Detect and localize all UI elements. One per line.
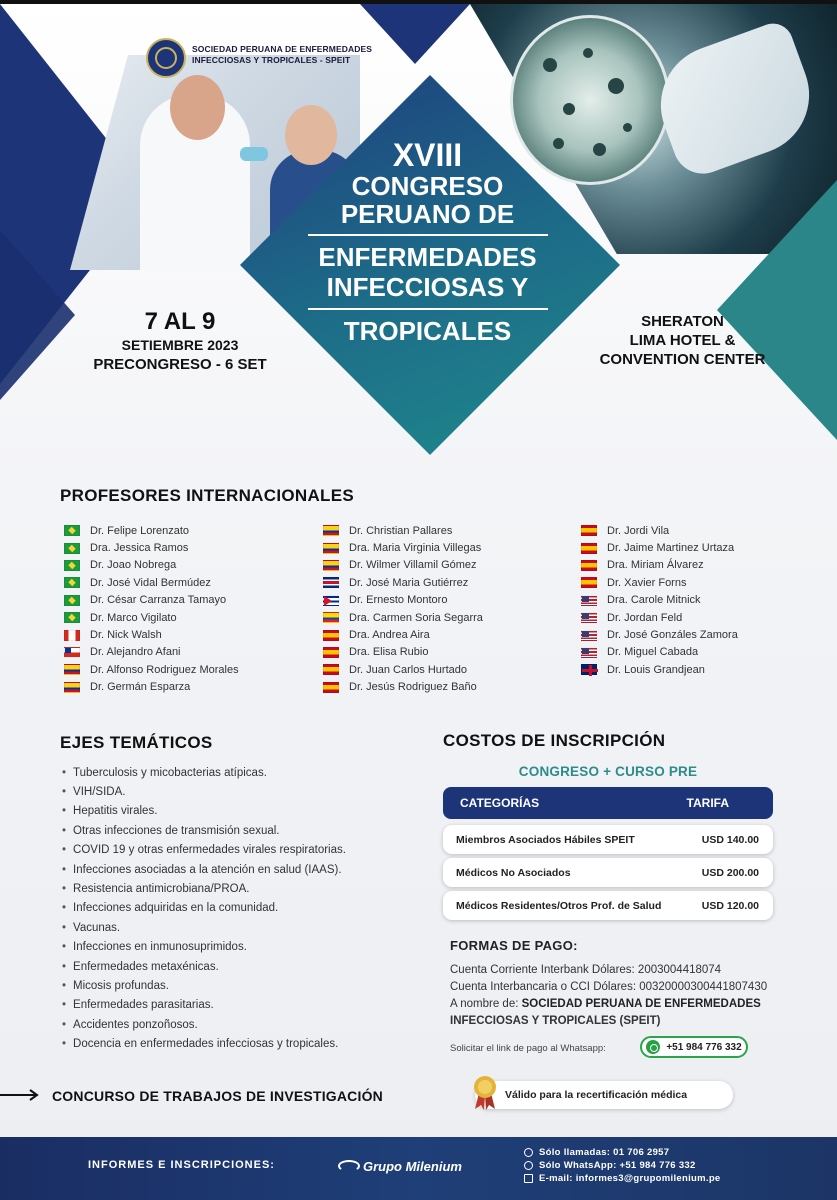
eje-item: • Tuberculosis y micobacterias atípicas. [62, 763, 346, 782]
professor-item [581, 661, 738, 678]
eje-item: • Accidentes ponzoñosos. [62, 1015, 346, 1034]
cost-category: Médicos Residentes/Otros Prof. de Salud [456, 899, 662, 912]
professor-item [64, 592, 239, 609]
face-mask [240, 147, 268, 161]
contact-email-text: E-mail: informes3@grupomilenium.pe [539, 1173, 721, 1184]
flag-us-icon [581, 595, 597, 606]
professor-item [581, 609, 738, 626]
professor-item [581, 539, 738, 556]
professor-item [581, 574, 738, 591]
professor-name: Dr. Juan Carlos Hurtado [349, 663, 467, 676]
professor-name: Dr. Marco Vigilato [90, 611, 177, 624]
whatsapp-icon [524, 1161, 533, 1170]
professor-name: Dr. Alejandro Afani [90, 646, 181, 659]
footer-label: INFORMES E INSCRIPCIONES: [88, 1159, 275, 1171]
flag-es-icon [323, 630, 339, 641]
medal-icon [472, 1075, 498, 1111]
professor-item [323, 592, 483, 609]
eje-item: • COVID 19 y otras enfermedades virales respiratorias. [62, 841, 346, 860]
venue-line-3: CONVENTION CENTER [599, 351, 766, 368]
professor-item [64, 679, 239, 696]
professor-name: Dr. César Carranza Tamayo [90, 594, 227, 607]
professor-item [581, 592, 738, 609]
professor-name: Dr. Joao Nobrega [90, 559, 177, 572]
eje-item: • Micosis profundas. [62, 976, 346, 995]
whatsapp-button[interactable] [640, 1036, 748, 1058]
eje-item: • Enfermedades metaxénicas. [62, 957, 346, 976]
costs-title: COSTOS DE INSCRIPCIÓN [443, 731, 666, 750]
mail-icon [524, 1174, 533, 1183]
cost-category: Miembros Asociados Hábiles SPEIT [456, 833, 635, 846]
cost-rate: USD 200.00 [701, 866, 759, 879]
costs-header-rate: TARIFA [686, 796, 729, 810]
costs-subtitle: CONGRESO + CURSO PRE [518, 764, 698, 779]
professor-item [64, 609, 239, 626]
professor-name: Dr. Christian Pallares [349, 524, 453, 537]
flag-us-icon [581, 612, 597, 623]
payment-account: Cuenta Corriente Interbank Dólares: 2003004418074 [450, 964, 722, 976]
eje-item: • Hepatitis virales. [62, 802, 346, 821]
contact-whatsapp-text: Sólo WhatsApp: +51 984 776 332 [539, 1160, 696, 1171]
cost-category: Médicos No Asociados [456, 866, 571, 879]
venue-line-2: LIMA HOTEL & [629, 332, 736, 349]
flag-cr-icon [323, 577, 339, 588]
title-edition: XVIII [392, 137, 463, 173]
whatsapp-icon [524, 1148, 533, 1157]
title-line-3: ENFERMEDADES [318, 242, 537, 272]
cost-rate: USD 140.00 [701, 833, 759, 846]
professors-title: PROFESORES INTERNACIONALES [60, 486, 354, 505]
precongress-date: PRECONGRESO - 6 SET [93, 356, 267, 373]
event-dates [80, 308, 280, 376]
flag-br-icon [64, 612, 80, 623]
cost-row [443, 825, 773, 854]
flag-br-icon [64, 525, 80, 536]
eje-item: • Docencia en enfermedades infecciosas y tropicales. [62, 1034, 346, 1053]
professor-name: Dr. Jordan Feld [607, 611, 683, 624]
title-line-4: INFECCIOSAS Y [326, 272, 529, 302]
top-navy-triangle [360, 4, 470, 64]
professor-item [581, 626, 738, 643]
whatsapp-number: +51 984 776 332 [666, 1041, 742, 1053]
title-line-5: TROPICALES [343, 316, 512, 346]
contact-phone[interactable] [524, 1146, 721, 1159]
professor-name: Dr. José Maria Gutiérrez [349, 576, 469, 589]
professor-item [581, 522, 738, 539]
professors-column-2 [323, 522, 483, 696]
flag-cl-icon [64, 647, 80, 658]
title-divider [308, 308, 548, 310]
top-border [0, 0, 837, 4]
eje-item: • Resistencia antimicrobiana/PROA. [62, 879, 346, 898]
professor-name: Dr. Jesús Rodriguez Baño [349, 681, 477, 694]
professor-name: Dra. Elisa Rubio [349, 646, 429, 659]
eje-item: • Infecciones adquiridas en la comunidad. [62, 899, 346, 918]
venue-line-1: SHERATON [641, 313, 724, 330]
professor-item [581, 644, 738, 661]
professor-name: Dr. Louis Grandjean [607, 663, 705, 676]
flag-es-icon [323, 647, 339, 658]
arrow-right-icon [0, 1087, 40, 1103]
date-month-year: SETIEMBRE 2023 [121, 337, 239, 353]
flag-co-icon [64, 664, 80, 675]
flag-ca-icon [64, 630, 80, 641]
professor-name: Dr. Jordi Vila [607, 524, 670, 537]
professor-item [64, 522, 239, 539]
contact-phone-text: Sólo llamadas: 01 706 2957 [539, 1147, 670, 1158]
payment-holder-line-2: INFECCIOSAS Y TROPICALES (SPEIT) [450, 1015, 661, 1027]
cost-row [443, 858, 773, 887]
professor-name: Dra. Carmen Soria Segarra [349, 611, 483, 624]
professor-item [323, 574, 483, 591]
payment-title: FORMAS DE PAGO: [450, 938, 578, 953]
professor-item [323, 522, 483, 539]
flag-br-icon [64, 543, 80, 554]
flag-cu-icon [323, 595, 339, 606]
professor-name: Dr. José Vidal Bermúdez [90, 576, 211, 589]
speit-logo-icon [146, 38, 186, 78]
congress-title [300, 138, 555, 346]
eje-item: • Vacunas. [62, 918, 346, 937]
professor-name: Dra. Carole Mitnick [607, 594, 701, 607]
society-name [192, 44, 372, 66]
flag-co-icon [323, 560, 339, 571]
payment-cci: Cuenta Interbancaria o CCI Dólares: 00320000300441807430 [450, 981, 768, 993]
professor-item [64, 626, 239, 643]
flag-br-icon [64, 577, 80, 588]
footer-contacts [524, 1146, 721, 1185]
professor-name: Dr. Wilmer Villamil Gómez [349, 559, 477, 572]
professor-item [323, 557, 483, 574]
eje-item: • Enfermedades parasitarias. [62, 996, 346, 1015]
professor-name: Dr. Xavier Forns [607, 576, 687, 589]
professor-item [323, 661, 483, 678]
professor-name: Dr. Jaime Martinez Urtaza [607, 542, 735, 555]
professor-item [64, 661, 239, 678]
flag-co-icon [64, 682, 80, 693]
grupo-milenium-logo [338, 1153, 478, 1179]
professor-name: Dr. José Gonzáles Zamora [607, 629, 738, 642]
costs-table-header [443, 787, 773, 819]
professor-name: Dr. Ernesto Montoro [349, 594, 448, 607]
ejes-title: EJES TEMÁTICOS [60, 733, 213, 752]
professor-item [323, 644, 483, 661]
whatsapp-icon [646, 1040, 660, 1054]
professor-name: Dra. Jessica Ramos [90, 542, 189, 555]
professor-item [64, 644, 239, 661]
professor-item [64, 574, 239, 591]
flag-br-icon [64, 560, 80, 571]
professor-item [323, 609, 483, 626]
professors-column-3 [581, 522, 738, 679]
society-line-2: INFECCIOSAS Y TROPICALES - SPEIT [192, 55, 351, 65]
professor-item [323, 679, 483, 696]
professor-name: Dr. Nick Walsh [90, 629, 162, 642]
title-line-2: PERUANO DE [340, 199, 515, 229]
title-line-1: CONGRESO [351, 171, 504, 201]
professor-name: Dr. Germán Esparza [90, 681, 191, 694]
professor-name: Dr. Miguel Cabada [607, 646, 699, 659]
professor-item [323, 539, 483, 556]
payment-holder [450, 998, 761, 1010]
payment-holder-prefix: A nombre de: [450, 998, 522, 1010]
brand-name: Grupo Milenium [363, 1158, 462, 1174]
flag-us-icon [581, 647, 597, 658]
eje-item: • Otras infecciones de transmisión sexual. [62, 821, 346, 840]
contact-whatsapp[interactable] [524, 1159, 721, 1172]
professor-item [64, 539, 239, 556]
cost-rate: USD 120.00 [701, 899, 759, 912]
flag-es-icon [323, 664, 339, 675]
professors-column-1 [64, 522, 239, 696]
flag-es-icon [581, 543, 597, 554]
professor-item [323, 626, 483, 643]
flag-co-icon [323, 543, 339, 554]
flag-ec-icon [323, 612, 339, 623]
ejes-list [62, 763, 346, 1054]
professor-name: Dr. Felipe Lorenzato [90, 524, 190, 537]
flag-co-icon [323, 525, 339, 536]
title-divider [308, 234, 548, 236]
flag-br-icon [64, 595, 80, 606]
cost-row [443, 891, 773, 920]
payment-holder-name: SOCIEDAD PERUANA DE ENFERMEDADES [521, 998, 761, 1010]
professor-name: Dra. Maria Virginia Villegas [349, 542, 482, 555]
flag-es-icon [323, 682, 339, 693]
recertification-badge: Válido para la recertificación médica [475, 1081, 733, 1109]
flag-gb-icon [581, 664, 597, 675]
professor-name: Dr. Alfonso Rodriguez Morales [90, 663, 239, 676]
whatsapp-request-label: Solicitar el link de pago al Whatsapp: [450, 1043, 606, 1054]
flag-es-icon [581, 577, 597, 588]
professor-name: Dra. Andrea Aira [349, 629, 430, 642]
flag-es-icon [581, 560, 597, 571]
professor-name: Dra. Miriam Álvarez [607, 559, 704, 572]
flag-us-icon [581, 630, 597, 641]
society-line-1: SOCIEDAD PERUANA DE ENFERMEDADES [192, 44, 372, 54]
venue [585, 312, 780, 369]
contact-email[interactable] [524, 1172, 721, 1185]
date-range: 7 AL 9 [144, 308, 216, 335]
doctor-head [170, 75, 225, 140]
professor-item [64, 557, 239, 574]
research-contest: CONCURSO DE TRABAJOS DE INVESTIGACIÓN [52, 1088, 383, 1104]
costs-header-category: CATEGORÍAS [460, 796, 540, 810]
professor-item [581, 557, 738, 574]
flag-es-icon [581, 525, 597, 536]
eje-item: • Infecciones asociadas a la atención en salud (IAAS). [62, 860, 346, 879]
eje-item: • Infecciones en inmunosuprimidos. [62, 938, 346, 957]
eje-item: • VIH/SIDA. [62, 782, 346, 801]
milenium-swoosh-icon [338, 1160, 360, 1172]
